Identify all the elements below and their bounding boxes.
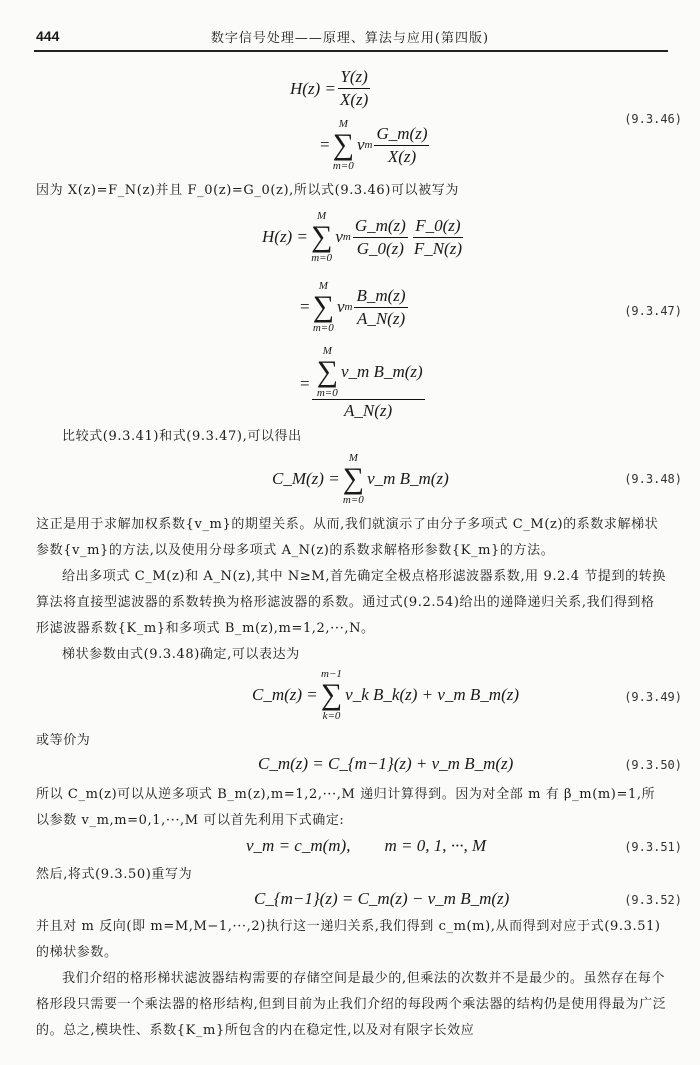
fraction — [354, 285, 407, 330]
equation-9-3-52: C_{m−1}(z) = C_m(z) − v_m B_m(z) — [254, 889, 510, 908]
equation-number: (9.3.49) — [624, 690, 682, 704]
summation — [311, 210, 332, 264]
coefficient: v — [335, 227, 343, 246]
sum-upper-limit: M — [317, 210, 327, 222]
sigma-icon: ∑ — [320, 678, 343, 711]
equation-9-3-46-line1 — [290, 66, 372, 111]
numerator-term: v_m B_m(z) — [340, 362, 423, 381]
sum-lower-limit: k=0 — [322, 710, 341, 722]
denominator: A_N(z) — [344, 401, 393, 420]
numerator: G_m(z) — [374, 123, 429, 146]
equation-number: (9.3.48) — [624, 472, 682, 486]
equation-9-3-50: C_m(z) = C_{m−1}(z) + v_m B_m(z) — [258, 754, 514, 773]
coefficient-subscript: m — [344, 301, 353, 313]
header-rule — [34, 50, 668, 52]
equals-sign: = — [300, 373, 310, 393]
eq-lhs: C_m(z) = — [252, 685, 318, 704]
equation-9-3-46-line2 — [320, 118, 431, 172]
equation-9-3-51: v_m = c_m(m), m = 0, 1, ···, M — [246, 836, 487, 855]
summation — [343, 452, 364, 506]
eq-lhs: H(z) = — [262, 227, 308, 246]
sum-upper-limit: m−1 — [321, 668, 342, 680]
fraction — [338, 66, 370, 111]
sum-lower-limit: m=0 — [316, 387, 338, 399]
paragraph: 所以 C_m(z)可以从逆多项式 B_m(z),m=1,2,···,M 递归计算得到。因为对全部 m 有 β_m(m)=1,所以参数 v_m,m=0,1,···,M 可以首先利用下式确定: — [36, 787, 656, 828]
eq-rhs: v_m B_m(z) — [367, 469, 449, 488]
equation-9-3-49 — [252, 668, 519, 722]
paragraph: 梯状参数由式(9.3.48)确定,可以表达为 — [62, 647, 300, 662]
equation-number: (9.3.47) — [624, 304, 682, 318]
eq-lhs: C_M(z) = — [272, 469, 340, 488]
coefficient: v — [336, 297, 345, 316]
paragraph: 这正是用于求解加权系数{v_m}的期望关系。从而,我们就演示了由分子多项式 C_M(z)的系数求解梯状参数{v_m}的方法,以及使用分母多项式 A_N(z)的系数求解格形参数{K_m}的方法。 — [36, 517, 659, 558]
numerator — [312, 345, 425, 400]
sum-lower-limit: m=0 — [312, 322, 334, 334]
coefficient: v — [356, 135, 365, 154]
equation-number: (9.3.52) — [624, 893, 682, 907]
equation-9-3-47-line1 — [262, 210, 466, 264]
sum-lower-limit: m=0 — [311, 252, 333, 264]
equation-number: (9.3.51) — [624, 840, 682, 854]
numerator: B_m(z) — [354, 285, 407, 308]
sigma-icon: ∑ — [310, 220, 333, 253]
eq-lhs: H(z) = — [290, 78, 336, 98]
summation — [333, 118, 354, 172]
equals-sign: = — [320, 135, 330, 154]
numerator: F_0(z) — [413, 215, 462, 238]
equals-sign: = — [300, 297, 310, 316]
sigma-icon: ∑ — [316, 355, 338, 388]
paragraph: 给出多项式 C_M(z)和 A_N(z),其中 N≥M,首先确定全极点格形滤波器系数,用 9.2.4 节提到的转换算法将直接型滤波器的系数转换为格形滤波器的系数。通过式(9.2.54)给出的递降递归关系,我们得到格形滤波器系数{K_m}和多项式 B_m(z),m=1,2,···,N。 — [36, 569, 666, 636]
equation-9-3-47-line2 — [300, 280, 410, 334]
denominator: G_0(z) — [356, 238, 404, 258]
running-title: 数字信号处理——原理、算法与应用(第四版) — [210, 31, 490, 46]
denominator: X(z) — [339, 90, 369, 109]
paragraph: 并且对 m 反向(即 m=M,M−1,···,2)执行这一递归关系,我们得到 c_m(m),从而得到对应于式(9.3.51)的梯状参数。 — [36, 919, 661, 960]
paragraph: 或等价为 — [36, 733, 91, 748]
eq-rhs: v_k B_k(z) + v_m B_m(z) — [345, 685, 520, 704]
coefficient-subscript: m — [342, 231, 351, 243]
denominator: A_N(z) — [356, 308, 406, 328]
paragraph: 因为 X(z)=F_N(z)并且 F_0(z)=G_0(z),所以式(9.3.46)可以被写为 — [36, 183, 459, 198]
denominator: F_N(z) — [413, 238, 462, 258]
paragraph: 然后,将式(9.3.50)重写为 — [36, 867, 193, 882]
paragraph: 比较式(9.3.41)和式(9.3.47),可以得出 — [62, 429, 302, 444]
sum-upper-limit: M — [348, 452, 358, 464]
sigma-icon: ∑ — [312, 290, 334, 323]
equation-9-3-47-line3 — [300, 345, 427, 422]
sum-upper-limit: M — [318, 280, 328, 292]
fraction — [353, 215, 408, 260]
summation — [321, 668, 342, 722]
numerator: Y(z) — [338, 66, 369, 89]
sum-upper-limit: M — [338, 118, 348, 130]
fraction — [374, 123, 429, 168]
equation-number: (9.3.46) — [624, 112, 682, 126]
sigma-icon: ∑ — [342, 462, 365, 495]
equation-9-3-48 — [272, 452, 449, 506]
numerator: G_m(z) — [353, 215, 408, 238]
sum-lower-limit: m=0 — [342, 494, 364, 506]
denominator: X(z) — [387, 146, 417, 166]
fraction — [312, 345, 425, 422]
page-number: 444 — [36, 28, 60, 44]
paragraph: 我们介绍的格形梯状滤波器结构需要的存储空间是最少的,但乘法的次数并不是最少的。虽然存在每个格形段只需要一个乘法器的格形结构,但到目前为止我们介绍的每段两个乘法器的结构仍是使用得最为广泛的。总之,模块性、系数{K_m}所包含的内在稳定性,以及对有限字长效应 — [36, 971, 667, 1038]
summation — [313, 280, 334, 334]
sum-lower-limit: m=0 — [332, 160, 354, 172]
sigma-icon: ∑ — [332, 128, 354, 161]
fraction — [412, 215, 464, 260]
equation-number: (9.3.50) — [624, 758, 682, 772]
summation — [317, 345, 338, 399]
sum-upper-limit: M — [322, 345, 332, 357]
coefficient-subscript: m — [364, 139, 373, 151]
